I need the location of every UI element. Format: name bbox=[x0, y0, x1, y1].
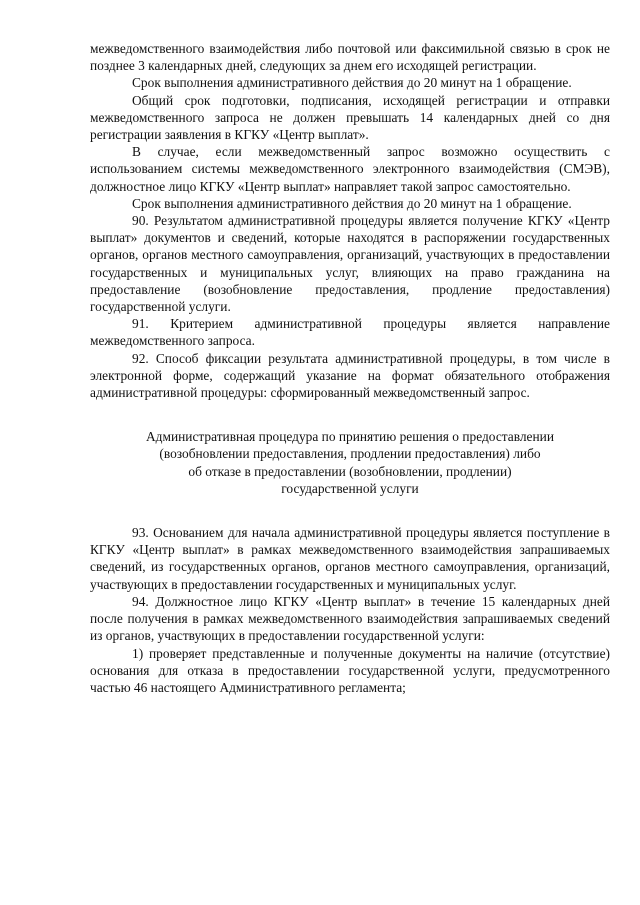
document-page bbox=[90, 40, 610, 696]
paragraph-item-90: 90. Результатом административной процедуры является получение КГКУ «Центр выплат» документов и сведений, которые находятся в распоряжении государственных органов, органов местного самоуправления, организаций, участвующих в предоставлении государственных и муниципальных услуг, влияющих на право гражданина на предоставление (возобновление предоставления, продление предоставления) государственной услуги. bbox=[90, 213, 610, 315]
paragraph-continuation: межведомственного взаимодействия либо почтовой или факсимильной связью в срок не позднее 3 календарных дней, следующих за днем его исходящей регистрации. bbox=[90, 41, 610, 74]
paragraph-subitem-1: 1) проверяет представленные и полученные документы на наличие (отсутствие) основания для отказа в предоставлении государственной услуги, предусмотренного частью 46 настоящего Административного регламента; bbox=[90, 645, 610, 695]
paragraph-item-91: 91. Критерием административной процедуры является направление межведомственного запроса. bbox=[90, 316, 610, 349]
paragraph: Срок выполнения административного действия до 20 минут на 1 обращение. bbox=[132, 75, 572, 91]
paragraph: Общий срок подготовки, подписания, исходящей регистрации и отправки межведомственного запроса не должен превышать 14 календарных дней со дня регистрации заявления в КГКУ «Центр выплат». bbox=[90, 92, 610, 143]
section-heading bbox=[90, 428, 610, 497]
paragraph: В случае, если межведомственный запрос возможно осуществить с использованием системы межведомственного электронного взаимодействия (СМЭВ), должностное лицо КГКУ «Центр выплат» направляет такой запрос самостоятельно. bbox=[90, 144, 610, 194]
heading-line: об отказе в предоставлении (возобновлении, продлении) bbox=[188, 463, 512, 479]
paragraph-item-94: 94. Должностное лицо КГКУ «Центр выплат» в течение 15 календарных дней после получения в рамках межведомственного взаимодействия запрашиваемых сведений из органов, участвующих в предоставлении государственной услуги: bbox=[90, 593, 610, 644]
heading-line: государственной услуги bbox=[281, 480, 419, 496]
heading-line: (возобновлении предоставления, продлении предоставления) либо bbox=[159, 446, 541, 462]
heading-line: Административная процедура по принятию решения о предоставлении bbox=[146, 429, 554, 445]
paragraph: Срок выполнения административного действия до 20 минут на 1 обращение. bbox=[132, 195, 572, 211]
paragraph-item-92: 92. Способ фиксации результата административной процедуры, в том числе в электронной форме, содержащий указание на формат обязательного отображения административной процедуры: сформированный межведомственный запрос. bbox=[90, 350, 610, 401]
paragraph-item-93: 93. Основанием для начала административной процедуры является поступление в КГКУ «Центр выплат» в рамках межведомственного взаимодействия запрашиваемых сведений, из государственных органов, органов местного самоуправления, организаций, участвующих в предоставлении государственных и муниципальных услуг. bbox=[90, 525, 610, 592]
